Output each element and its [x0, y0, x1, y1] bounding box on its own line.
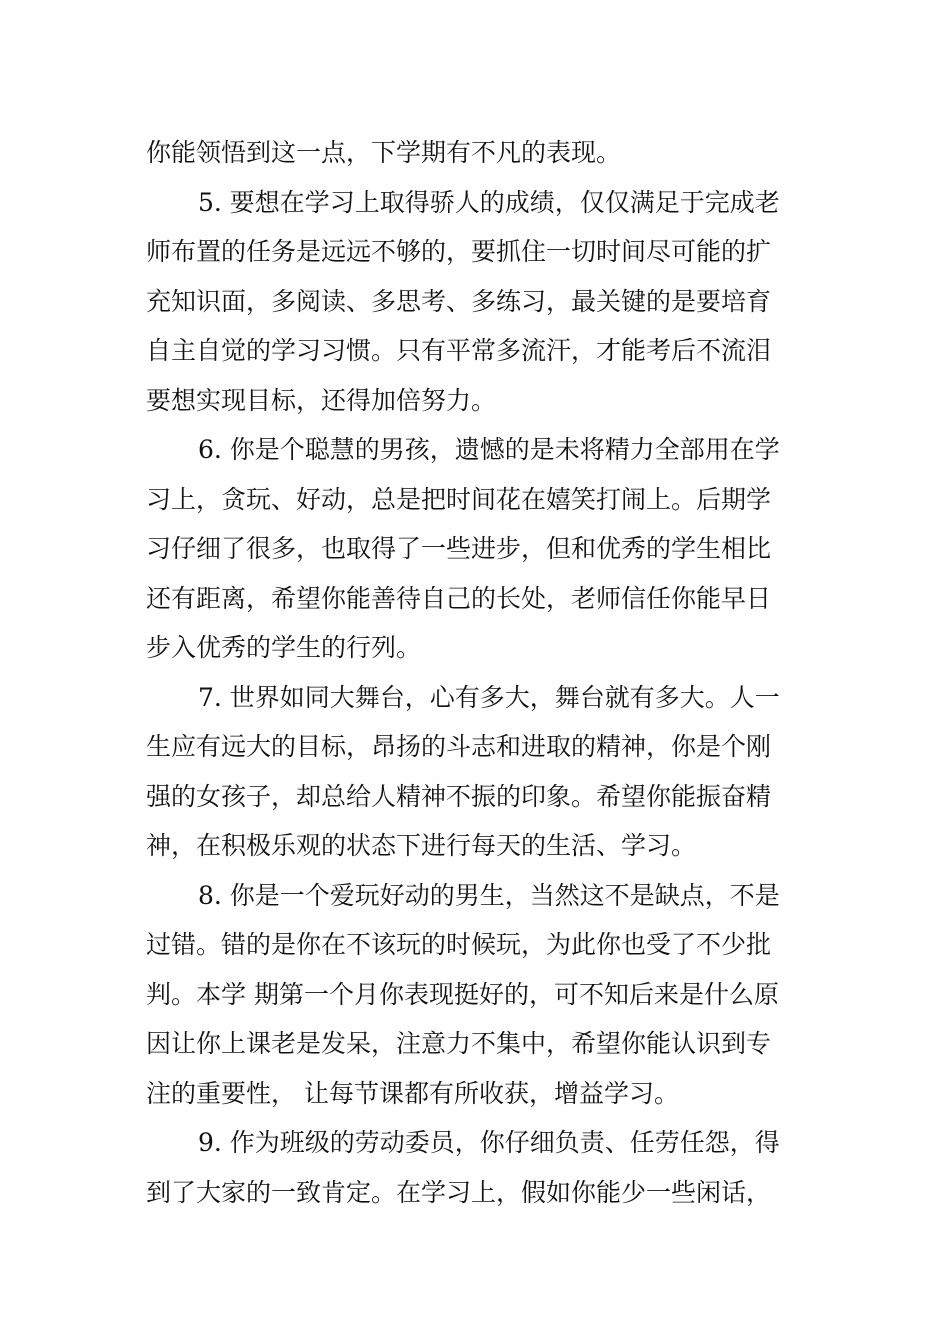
text-line: 充知识面，多阅读、多思考、多练习，最关键的是要培育: [146, 286, 772, 316]
text-line: 你能领悟到这一点，下学期有不凡的表现。: [146, 138, 622, 167]
text-line: 要想实现目标，还得加倍努力。: [146, 385, 497, 415]
text-line: 师布置的任务是远远不够的，要抓住一切时间尽可能的扩: [146, 237, 772, 266]
text-line: 还有距离，希望你能善待自己的长处，老师信任你能早日: [146, 583, 772, 613]
text-line: 习上，贪玩、好动，总是把时间花在嬉笑打闹上。后期学: [146, 484, 772, 514]
text-line: 判。本学 期第一个月你表现挺好的，可不知后来是什么原: [146, 979, 779, 1009]
item-5-first-line: 5. 要想在学习上取得骄人的成绩，仅仅满足于完成老: [198, 187, 780, 217]
text-line: 到了大家的一致肯定。在学习上，假如你能少一些闲话，: [146, 1177, 772, 1207]
item-6-first-line: 6. 你是个聪慧的男孩，遗憾的是未将精力全部用在学: [198, 435, 780, 464]
text-line: 神，在积极乐观的状态下进行每天的生活、学习。: [146, 831, 697, 860]
item-8-first-line: 8. 你是一个爱玩好动的男生，当然这不是缺点，不是: [198, 880, 780, 910]
text-line: 自主自觉的学习习惯。只有平常多流汗，才能考后不流泪: [146, 336, 772, 365]
text-line: 过错。错的是你在不该玩的时候玩，为此你也受了不少批: [146, 930, 772, 959]
text-line: 生应有远大的目标，昂扬的斗志和进取的精神，你是个刚: [146, 732, 772, 761]
text-line: 注的重要性， 让每节课都有所收获，增益学习。: [146, 1078, 679, 1108]
item-9-first-line: 9. 作为班级的劳动委员，你仔细负责、任劳任怨，得: [198, 1128, 780, 1157]
text-line: 习仔细了很多，也取得了一些进步，但和优秀的学生相比: [146, 534, 772, 563]
text-line: 步入优秀的学生的行列。: [146, 633, 422, 662]
text-line: 强的女孩子，却总给人精神不振的印象。希望你能振奋精: [146, 781, 772, 811]
text-line: 因让你上课老是发呆，注意力不集中，希望你能认识到专: [146, 1029, 772, 1058]
item-7-first-line: 7. 世界如同大舞台，心有多大，舞台就有多大。人一: [198, 682, 780, 712]
document-body: [146, 128, 806, 1217]
